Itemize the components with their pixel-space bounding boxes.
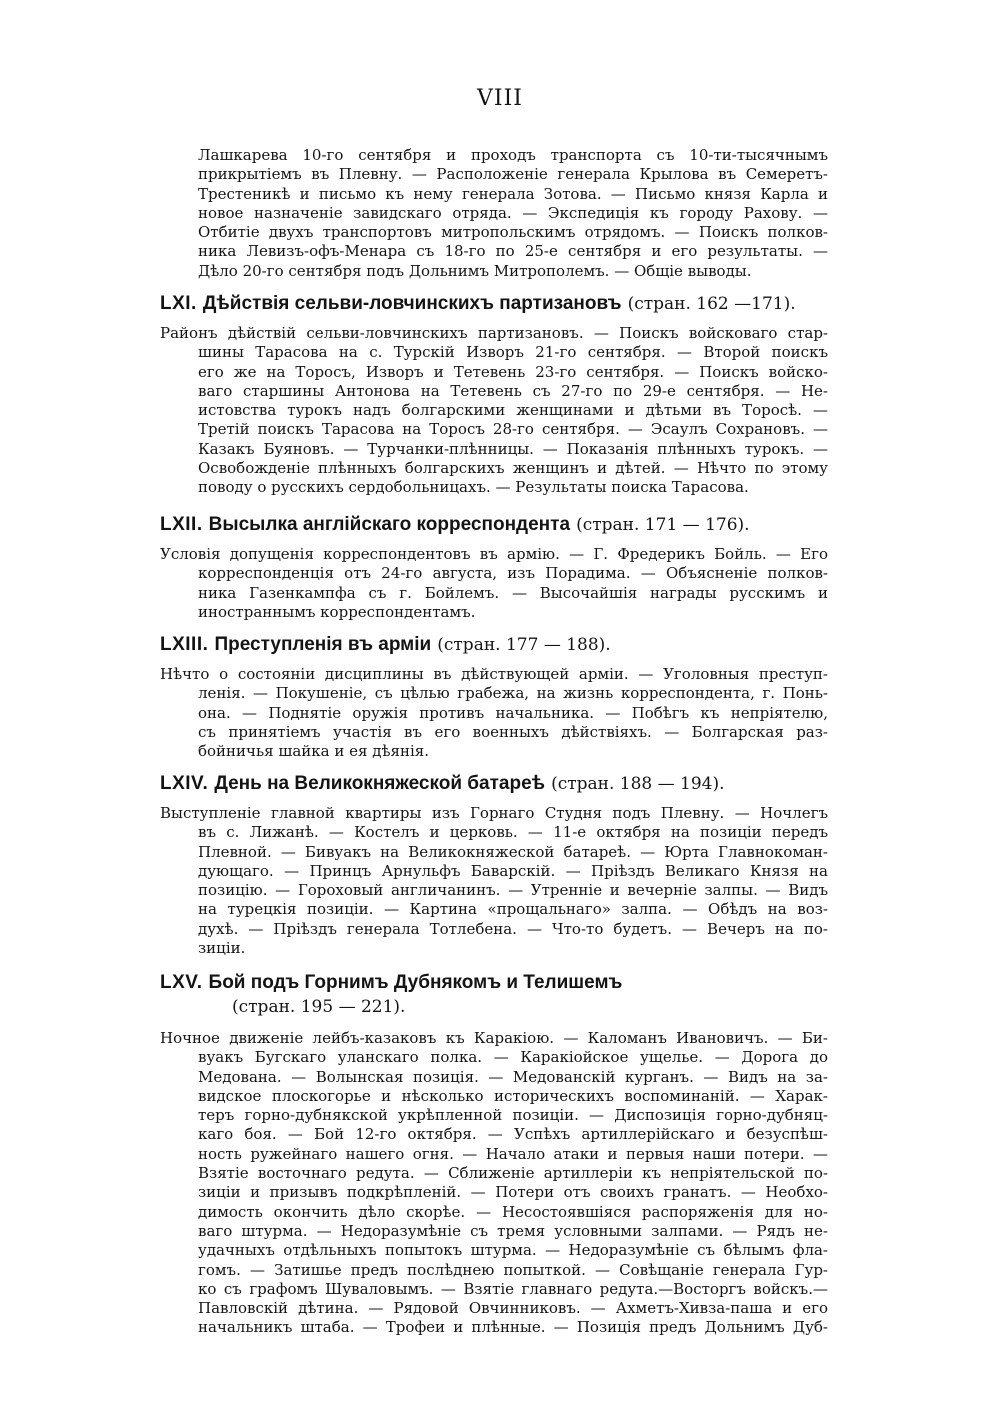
text-line: ко съ графомъ Шуваловымъ. — Взятіе главнаго редута.—Восторгъ войскъ.— (198, 1279, 828, 1298)
text-line: зиціи. (198, 939, 246, 958)
chapter-title: Преступленія въ арміи (214, 634, 432, 655)
chapter-numeral: LXIII. (160, 634, 209, 655)
text-line: теръ горно-дубнякской укрѣпленной позиціи. — Диспозиція горно-дубняц- (198, 1106, 828, 1125)
chapter-pages: (стран. 188 — 194). (551, 774, 725, 794)
text-line: Трестеникѣ и письмо къ нему генерала Зотова. — Письмо князя Карла и (198, 184, 828, 203)
text-line: начальникъ штаба. — Трофеи и плѣнные. — Позиція предъ Дольнимъ Дуб- (198, 1318, 828, 1337)
text-line: видское плоскогорье и нѣсколько историческихъ воспоминаній. — Харак- (198, 1086, 828, 1105)
text-line: каго боя. — Бой 12-го октября. — Успѣхъ артиллерійскаго и безуспѣш- (198, 1125, 828, 1144)
text-line: Дѣло 20-го сентября подъ Дольнимъ Митрополемъ. — Общіе выводы. (198, 261, 752, 280)
chapter-title: День на Великокняжеской батареѣ (214, 773, 546, 794)
text-line: ника Левизъ-офъ-Менара съ 18-го по 25-е сентября и его результаты. — (198, 242, 828, 261)
text-line: Нѣчто о состояніи дисциплины въ дѣйствующей арміи. — Уголовныя преступ- (160, 665, 828, 683)
text-line: зиціи и призывъ подкрѣпленій. — Потери отъ своихъ гранатъ. — Необхо- (198, 1183, 828, 1202)
chapter-pages: (стран. 195 — 221). (232, 997, 406, 1017)
text-line: Условія допущенія корреспондентовъ въ армію. — Г. Фредерикъ Бойль. — Его (160, 545, 828, 563)
text-line: Выступленіе главной квартиры изъ Горнаго Студня подъ Плевну. — Ночлегъ (160, 804, 828, 822)
text-line: истовства турокъ надъ болгарскими женщинами и дѣтьми въ Торосѣ. — (198, 401, 828, 420)
text-line: позицію. — Гороховый англичанинъ. — Утренніе и вечерніе залпы. — Видъ (198, 881, 828, 900)
text-line: ность ружейнаго нашего огня. — Начало атаки и первыя наши потери. — (198, 1144, 828, 1163)
chapter-summary-lxv (160, 1029, 828, 1338)
chapter-heading-lxiv (160, 771, 860, 796)
text-line: Освобожденіе плѣнныхъ болгарскихъ женщинъ и дѣтей. — Нѣчто по этому (198, 459, 828, 478)
text-line: на турецкія позиціи. — Картина «прощальнаго» залпа. — Обѣдъ на воз- (198, 900, 828, 919)
text-line: иностраннымъ корреспондентамъ. (198, 602, 476, 621)
chapter-heading-lxii (160, 512, 860, 537)
chapter-numeral: LXII. (160, 514, 203, 535)
chapter-title: Высылка англійскаго корреспондента (208, 514, 571, 535)
text-line: его же на Торосъ, Изворъ и Тетевень 23-го сентября. — Поискъ войско- (198, 362, 828, 381)
text-line: поводу о русскихъ сердобольницахъ. — Результаты поиска Тарасова. (198, 478, 749, 497)
text-line: удачныхъ отдѣльныхъ попытокъ штурма. — Недоразумѣніе съ бѣлымъ фла- (198, 1241, 828, 1260)
chapter-pages: (стран. 171 — 176). (576, 515, 750, 535)
text-line: дующаго. — Принцъ Арнульфъ Баварскій. — Пріѣздъ Великаго Князя на (198, 861, 828, 880)
text-line: духѣ. — Пріѣздъ генерала Тотлебена. — Что-то будетъ. — Вечеръ на по- (198, 919, 828, 938)
text-line: Павловскій дѣтина. — Рядовой Овчинниковъ. — Ахметъ-Хивза-паша и его (198, 1299, 828, 1318)
text-line: Медована. — Волынская позиція. — Медованскій курганъ. — Видъ на за- (198, 1067, 828, 1086)
chapter-pages: (стран. 177 — 188). (437, 635, 611, 655)
chapter-heading-lxv (160, 970, 860, 995)
text-line: ленія. — Покушеніе, съ цѣлью грабежа, на жизнь корреспондента, г. Понь- (198, 684, 828, 703)
intro-paragraph (160, 146, 828, 281)
text-line: Лашкарева 10-го сентября и проходъ транспорта съ 10-ти-тысячнымъ (198, 146, 828, 164)
text-line: Третій поискъ Тарасова на Торосъ 28-го сентября. — Эсаулъ Сохрановъ. — (198, 420, 828, 439)
text-line: вуакъ Бугскаго уланскаго полка. — Каракіойское ущелье. — Дорога до (198, 1048, 828, 1067)
text-line: ваго штурма. — Недоразумѣніе съ тремя условными залпами. — Рядъ не- (198, 1221, 828, 1240)
text-line: Отбитіе двухъ транспортовъ митропольскимъ отрядомъ. — Поискъ полков- (198, 223, 828, 242)
chapter-heading-lxi (160, 291, 860, 316)
text-line: димость окончить дѣло скорѣе. — Несостоявшіяся распоряженія для но- (198, 1202, 828, 1221)
chapter-pages: (стран. 162 —171). (627, 294, 796, 314)
text-line: Плевной. — Бивуакъ на Великокняжеской батареѣ. — Юрта Главнокоман- (198, 842, 828, 861)
text-line: Ночное движеніе лейбъ-казаковъ къ Каракіою. — Каломанъ Ивановичъ. — Би- (160, 1029, 828, 1047)
text-line: ника Газенкампфа съ г. Бойлемъ. — Высочайшія награды русскимъ и (198, 583, 828, 602)
chapter-summary-lxiv (160, 804, 828, 958)
chapter-heading-lxiii (160, 632, 860, 657)
chapter-summary-lxi (160, 324, 828, 498)
text-line: Казакъ Буяновъ. — Турчанки-плѣнницы. — Показанія плѣнныхъ турокъ. — (198, 439, 828, 458)
chapter-summary-lxii (160, 545, 828, 622)
text-line: новое назначеніе завидскаго отряда. — Экспедиція къ городу Рахову. — (198, 203, 828, 222)
text-line: Районъ дѣйствій сельви-ловчинскихъ партизановъ. — Поискъ войсковаго стар- (160, 324, 828, 342)
text-line: корреспонденція отъ 24-го августа, изъ Порадима. — Объясненіе полков- (198, 564, 828, 583)
text-line: шины Тарасова на с. Турскій Изворъ 21-го сентября. — Второй поискъ (198, 343, 828, 362)
chapter-numeral: LXI. (160, 293, 197, 314)
text-line: ваго старшины Антонова на Тетевень съ 27-го по 29-е сентября. — Не- (198, 381, 828, 400)
text-line: гомъ. — Затишье предъ послѣднею попыткой. — Совѣщаніе генерала Гур- (198, 1260, 828, 1279)
text-line: она. — Поднятіе оружія противъ начальника. — Побѣгъ къ непріятелю, (198, 703, 828, 722)
chapter-title: Бой подъ Горнимъ Дубнякомъ и Телишемъ (208, 972, 623, 993)
text-line: въ с. Лижанѣ. — Костелъ и церковь. — 11-е октября на позиціи передъ (198, 823, 828, 842)
chapter-numeral: LXIV. (160, 773, 209, 794)
text-line: бойничья шайка и ея дѣянія. (198, 742, 429, 761)
chapter-summary-lxiii (160, 665, 828, 761)
text-line: съ принятіемъ участія въ его военныхъ дѣйствіяхъ. — Болгарская раз- (198, 722, 828, 741)
text-line: прикрытіемъ въ Плевну. — Расположеніе генерала Крылова въ Семеретъ- (198, 165, 828, 184)
page-number: VIII (477, 86, 523, 111)
chapter-numeral: LXV. (160, 972, 203, 993)
chapter-title: Дѣйствія сельви-ловчинскихъ партизановъ (202, 293, 622, 314)
text-line: Взятіе восточнаго редута. — Сближеніе артиллеріи къ непріятельской по- (198, 1164, 828, 1183)
